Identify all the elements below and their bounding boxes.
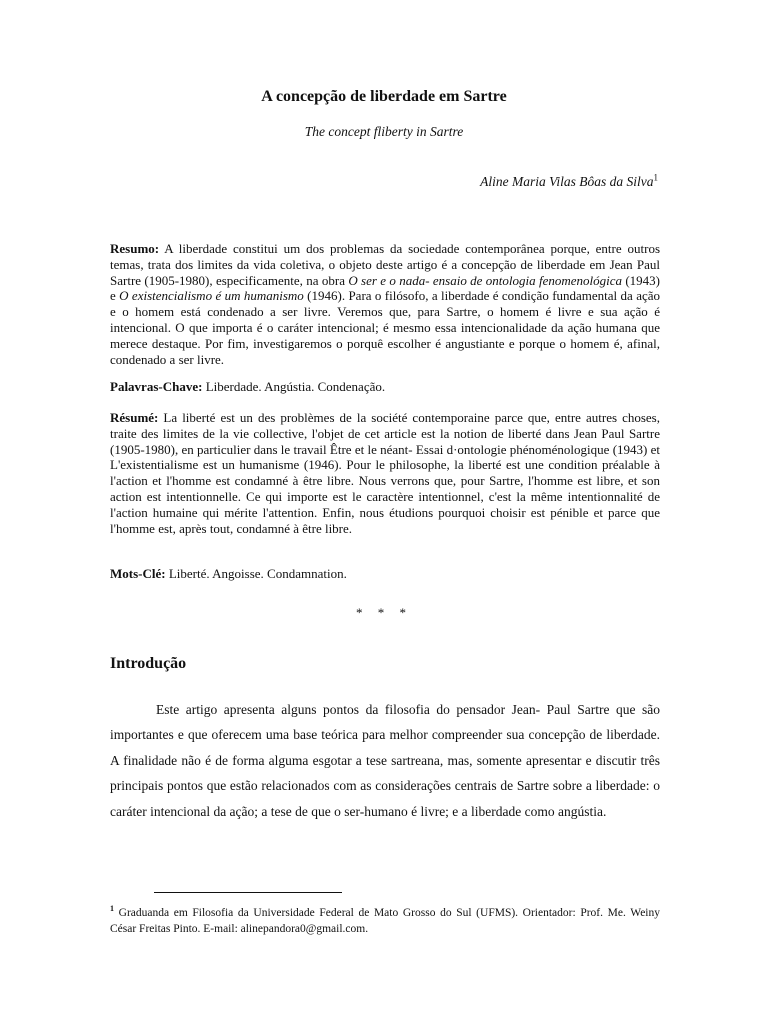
author-name: Aline Maria Vilas Bôas da Silva bbox=[480, 174, 654, 189]
section-heading-introducao: Introdução bbox=[110, 655, 187, 672]
abstract-portuguese bbox=[110, 241, 660, 367]
keywords-french bbox=[110, 566, 660, 582]
abstract-french bbox=[110, 410, 660, 536]
introduction-paragraph: Este artigo apresenta alguns pontos da filosofia do pensador Jean- Paul Sartre que são importantes e que oferecem uma base teórica para melhor compreender sua concepção de liberdade. A finalidade não é de forma alguma esgotar a tese sartreana, mas, somente apresentar e discutir três principais pontos que estão relacionados com as considerações centrais de Sartre sobre a liberdade: o caráter intencional da ação; a tese de que o ser-humano é livre; e a liberdade como angústia. bbox=[110, 702, 660, 819]
author-footnote-mark: 1 bbox=[653, 172, 658, 183]
keywords-portuguese bbox=[110, 379, 660, 395]
author-line bbox=[480, 174, 658, 190]
keywords-label: Palavras-Chave: bbox=[110, 379, 203, 394]
resume-label: Résumé: bbox=[110, 410, 159, 425]
abstract-text-part-3: (1946). Para o filósofo, a liberdade é condição fundamental da ação e o homem está condenado a ser livre. Veremos que, para Sartre, o homem é livre e sua ação é intencional. O que importa é o caráter intencional; é mesmo essa intencionalidade da ação humana que merece destaque. Por fim, investigaremos o porquê escolher é angustiante e porque o homem é, afinal, condenado a ser livre. bbox=[110, 288, 660, 367]
mots-cle-label: Mots-Clé: bbox=[110, 566, 166, 581]
abstract-text-part-1: A liberdade constitui um dos problemas da sociedade contemporânea porque, entre outros temas, trata dos limites da vida coletiva, o objeto deste artigo é a concepção de liberdade em Jean Paul Sartre (1905-1980), especificamente, na obra bbox=[110, 241, 660, 288]
paper-subtitle: The concept fliberty in Sartre bbox=[304, 124, 464, 139]
footnote-text: Graduanda em Filosofia da Universidade Federal de Mato Grosso do Sul (UFMS). Orientador: Prof. Me. Weiny César Freitas Pinto. E-mail: alinepandora0@gmail.com. bbox=[110, 907, 660, 935]
paper-title: A concepção de liberdade em Sartre bbox=[261, 88, 507, 105]
abstract-work-title-2: O existencialismo é um humanismo bbox=[119, 288, 304, 304]
resume-text: La liberté est un des problèmes de la société contemporaine parce que, entre autres choses, traite des limites de la vie collective, l'objet de cet article est la notion de liberté dans Jean Paul Sartre (1905-1980), en particulier dans le travail Être et le néant- Essai d·ontologie phénoménologique (1943) et L'existentialisme est un humanisme (1946). Pour le philosophe, la liberté est une condition préalable à l'action et l'homme est condamné à être libre. Nous verrons que, pour Sartre, l'homme est libre, et son action est intentionnelle. Ce qui importe est le caractère intentionnel, c'est la même intentionnalité de l'action humaine qui mérite l'attention. Enfin, nous étudions pourquoi choisir est pénible et parce que l'homme est, après tout, condamné à être libre. bbox=[110, 410, 660, 536]
section-separator: * * * bbox=[356, 605, 412, 620]
mots-cle-text: Liberté. Angoisse. Condamnation. bbox=[165, 566, 347, 581]
abstract-text-part-2: (1943) e bbox=[110, 272, 660, 304]
footnote bbox=[110, 906, 660, 937]
abstract-work-title-1: O ser e o nada- ensaio de ontologia fenomenológica bbox=[348, 272, 622, 288]
footnote-mark: 1 bbox=[110, 904, 114, 914]
footnote-divider bbox=[154, 892, 342, 893]
abstract-label: Resumo: bbox=[110, 241, 160, 256]
keywords-text: Liberdade. Angústia. Condenação. bbox=[202, 379, 386, 394]
